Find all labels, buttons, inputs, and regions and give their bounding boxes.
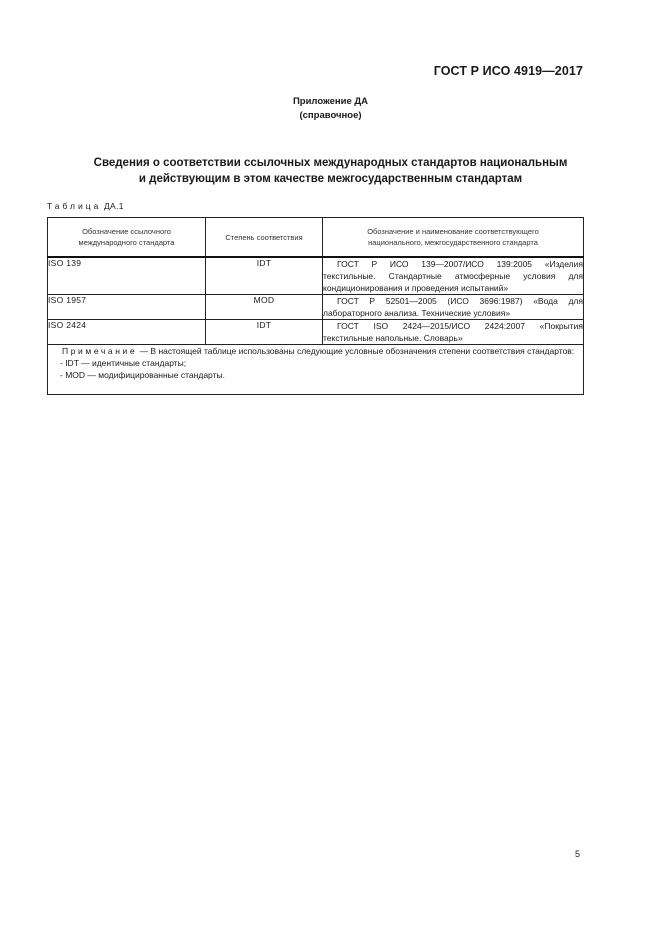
table-note-row bbox=[48, 345, 584, 395]
cell-description bbox=[323, 295, 584, 320]
table-caption-id: ДА.1 bbox=[104, 201, 124, 211]
cell-code: ISO 139 bbox=[48, 257, 206, 295]
table-row bbox=[48, 257, 584, 295]
table-row bbox=[48, 320, 584, 345]
page-number: 5 bbox=[575, 849, 581, 859]
section-title-line-1: Сведения о соответствии ссылочных международных стандартов национальным bbox=[93, 157, 568, 169]
section-title bbox=[0, 155, 661, 187]
table-caption bbox=[47, 201, 124, 211]
header-col1-line2: международного стандарта bbox=[78, 238, 175, 247]
header-reference-standard bbox=[48, 218, 206, 258]
description-text: ГОСТ ISO 2424—2015/ИСО 2424:2007 «Покрытия текстильные напольные. Словарь» bbox=[323, 321, 583, 343]
document-code: ГОСТ Р ИСО 4919—2017 bbox=[433, 64, 583, 78]
header-col1-line1: Обозначение ссылочного bbox=[82, 227, 171, 236]
header-col3-line2: национального, межгосударственного стандарта bbox=[368, 238, 538, 247]
cell-description bbox=[323, 320, 584, 345]
note-item: - MOD — модифицированные стандарты. bbox=[60, 370, 225, 380]
table-caption-word: Таблица bbox=[47, 201, 102, 211]
cell-code: ISO 2424 bbox=[48, 320, 206, 345]
cell-code: ISO 1957 bbox=[48, 295, 206, 320]
header-degree: Степень соответствия bbox=[206, 218, 323, 258]
header-col3-line1: Обозначение и наименование соответствующего bbox=[367, 227, 539, 236]
note-text bbox=[48, 345, 583, 357]
table-row bbox=[48, 295, 584, 320]
note-body: — В настоящей таблице использованы следующие условные обозначения степени соответствия стандартов: bbox=[137, 346, 575, 356]
annex-title: Приложение ДА bbox=[292, 96, 369, 107]
correspondence-table bbox=[47, 217, 584, 395]
annex-heading bbox=[0, 95, 661, 123]
header-national-standard bbox=[323, 218, 584, 258]
description-text: ГОСТ Р ИСО 139—2007/ИСО 139:2005 «Изделия текстильные. Стандартные атмосферные условия для кондиционирования и проведения испытаний» bbox=[323, 259, 583, 293]
description-text: ГОСТ Р 52501—2005 (ИСО 3696:1987) «Вода для лабораторного анализа. Технические условия» bbox=[323, 296, 583, 318]
cell-degree: MOD bbox=[206, 295, 323, 320]
table-note bbox=[48, 345, 584, 395]
section-title-line-2: и действующим в этом качестве межгосударственным стандартам bbox=[138, 173, 523, 185]
cell-degree: IDT bbox=[206, 320, 323, 345]
table-header-row bbox=[48, 218, 584, 258]
cell-degree: IDT bbox=[206, 257, 323, 295]
note-label: Примечание bbox=[62, 346, 138, 356]
cell-description bbox=[323, 257, 584, 295]
annex-subtitle: (справочное) bbox=[299, 110, 362, 121]
note-item: - IDT — идентичные стандарты; bbox=[60, 358, 187, 368]
